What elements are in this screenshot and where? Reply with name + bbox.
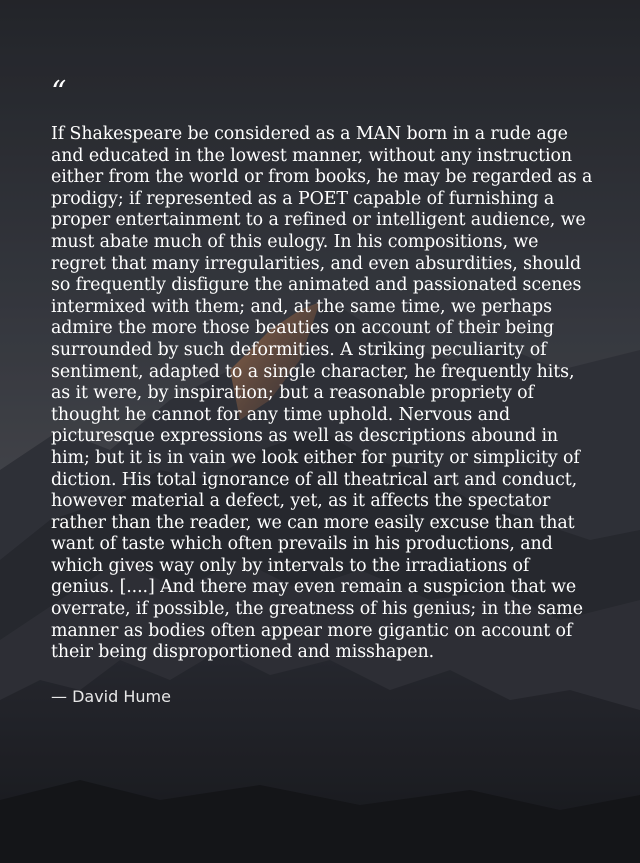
quote-text: If Shakespeare be considered as a MAN born in a rude age and educated in the lowest manner, without any instruction either from the world or from books, he may be regarded as a prodigy; if represented as a POET capable of furnishing a proper entertainment to a refined or intelligent audience, we must abate much of this eulogy. In his compositions, we regret that many irregularities, and even absurdities, should so frequently disfigure the animated and passionated scenes intermixed with them; and, at the same time, we perhaps admire the more those beauties on account of their being surrounded by such deformities. A striking peculiarity of sentiment, adapted to a single character, he frequently hits, as it were, by inspiration; but a reasonable propriety of thought he cannot for any time uphold. Nervous and picturesque expressions as well as descriptions abound in him; but it is in vain we look either for purity or simplicity of diction. His total ignorance of all theatrical art and conduct, however material a defect, yet, as it affects the spectator rather than the reader, we can more easily excuse than that want of taste which often prevails in his productions, and which gives way only by intervals to the irradiations of genius. [....] And there may even remain a suspicion that we overrate, if possible, the greatness of his genius; in the same manner as bodies often appear more gigantic on account of their being disproportioned and misshapen.	[51, 124, 593, 663]
quote-card	[51, 75, 596, 707]
quote-attribution: — David Hume	[51, 686, 171, 706]
quote-mark-icon: “	[51, 75, 67, 110]
